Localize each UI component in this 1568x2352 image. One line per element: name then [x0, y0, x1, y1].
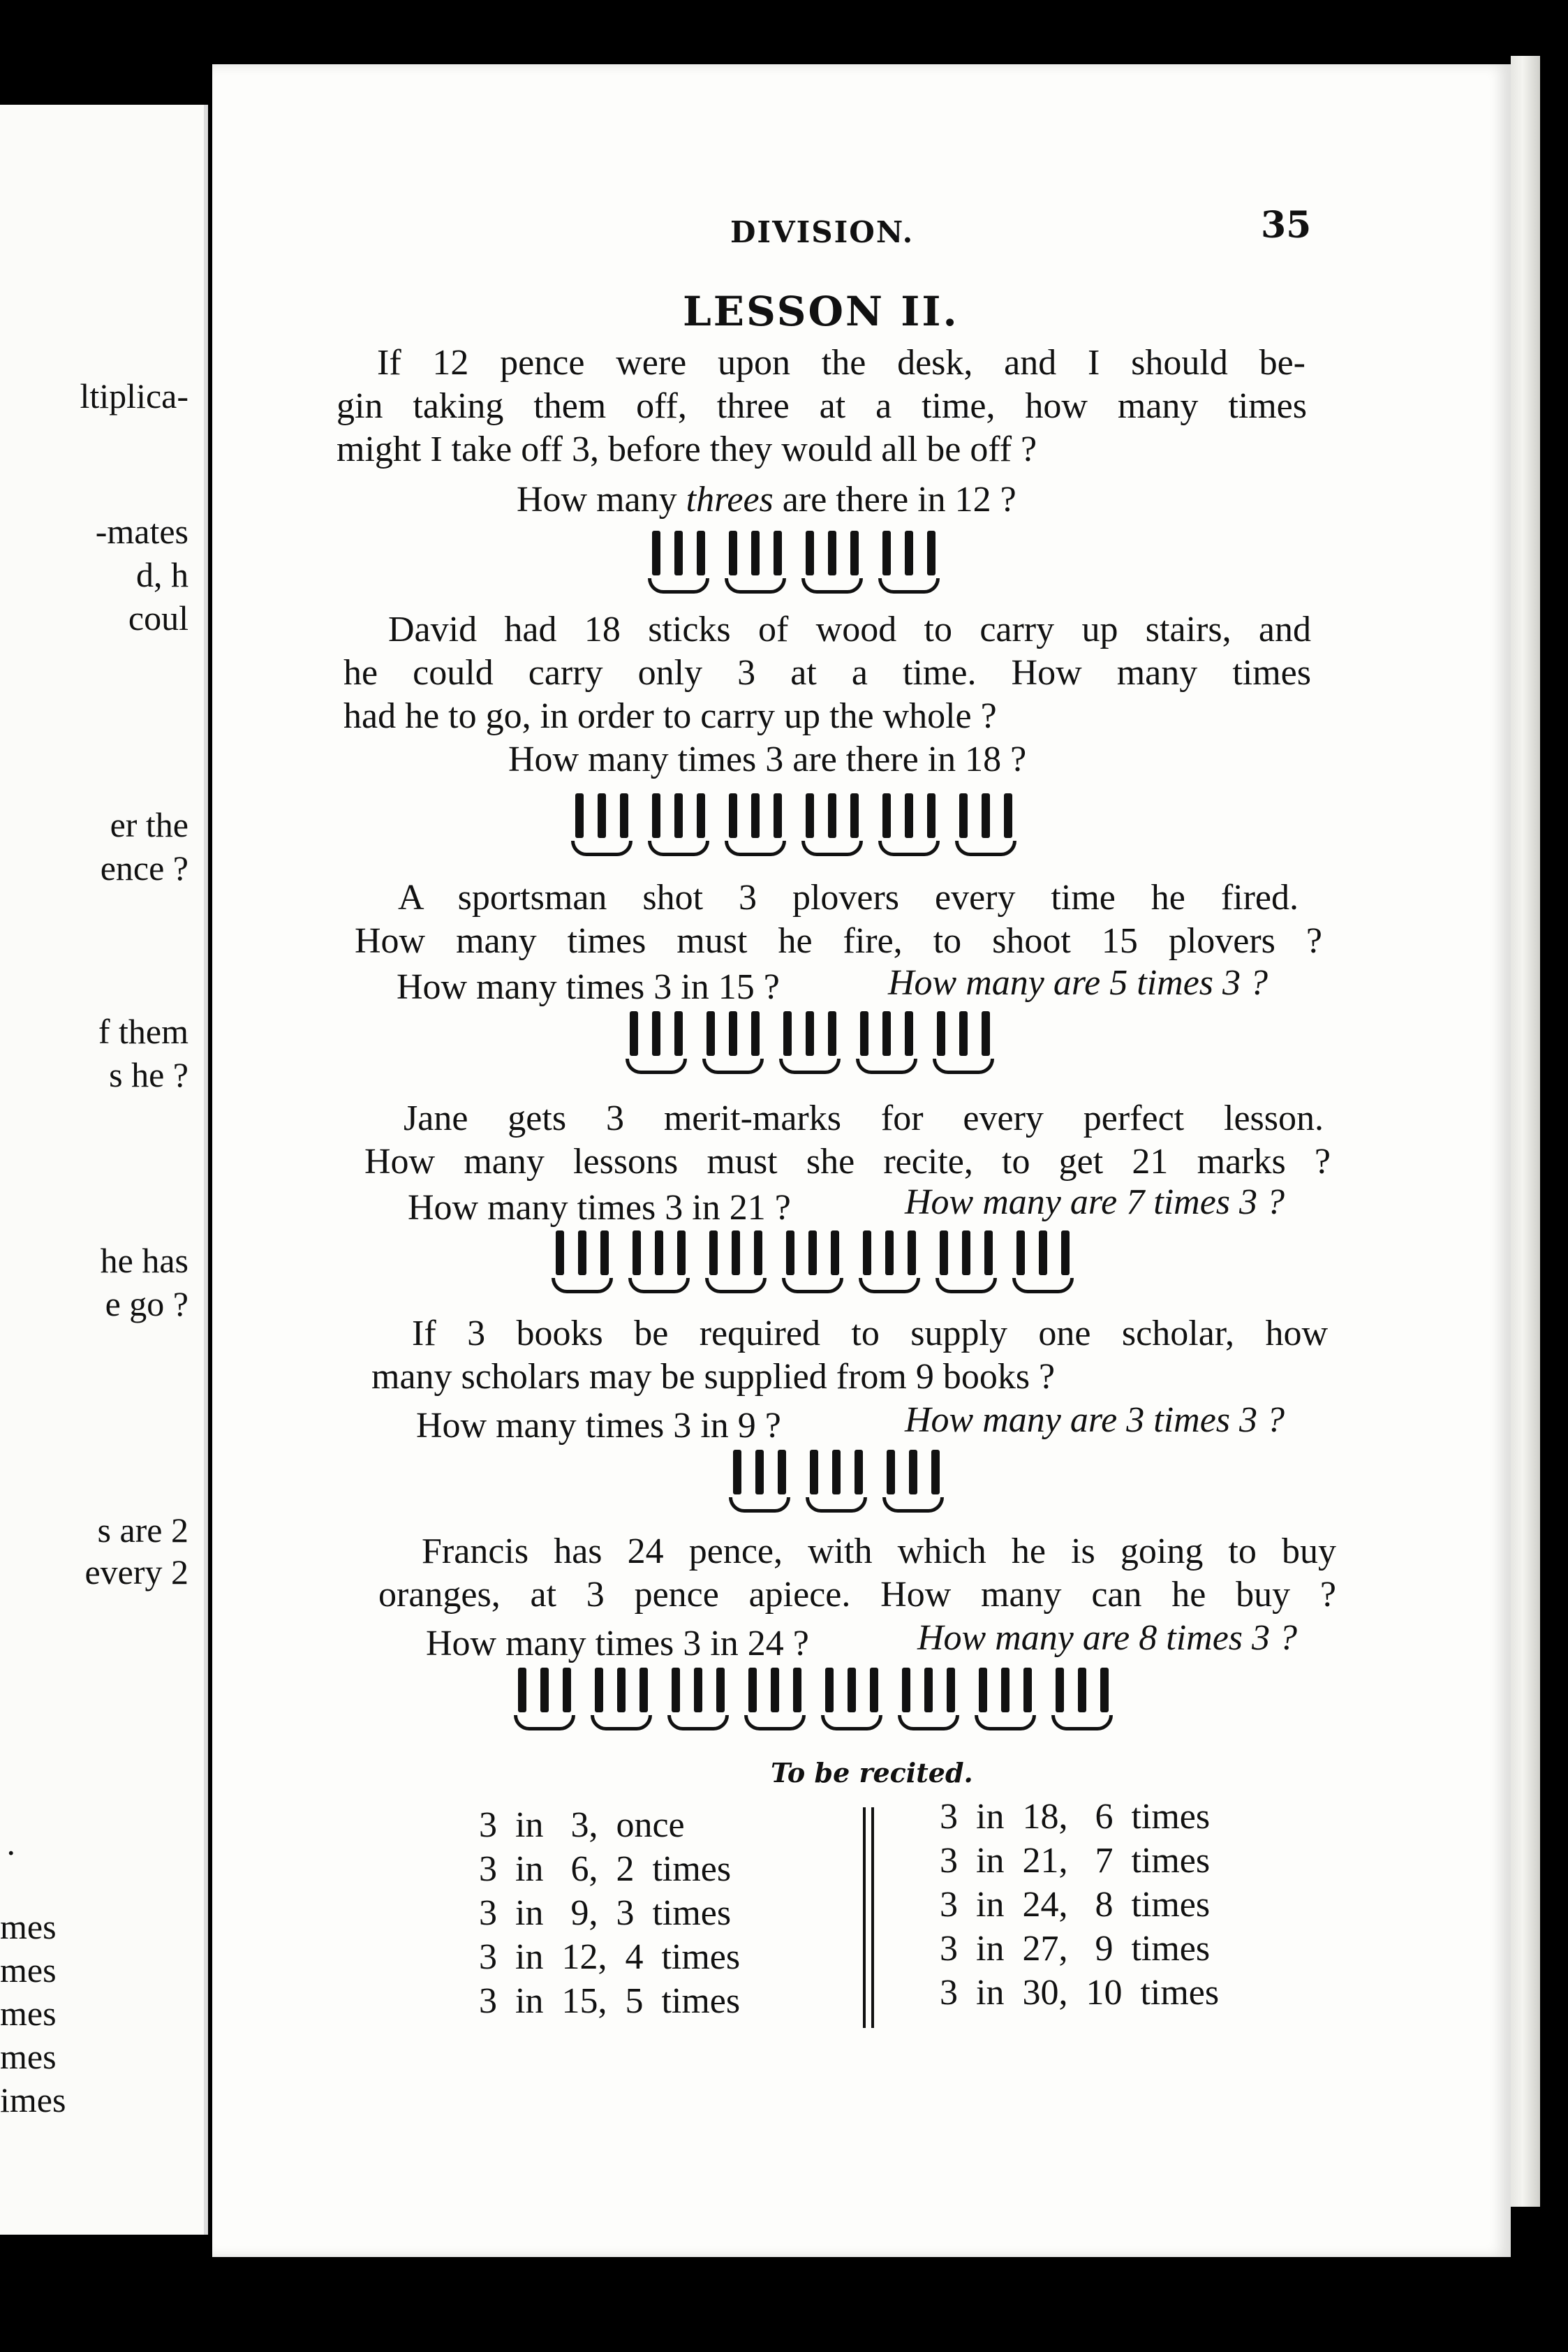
stick	[905, 531, 913, 575]
stick	[1078, 1668, 1086, 1712]
stick-group	[801, 531, 863, 594]
stick	[563, 1668, 571, 1712]
stick	[937, 1011, 945, 1056]
recite-row: 3 in 9, 3 times	[479, 1893, 732, 1933]
stick	[927, 531, 935, 575]
problem-line: might I take off 3, before they would all be off ?	[336, 429, 1037, 469]
group-brace	[628, 1278, 690, 1293]
question: How many times 3 in 15 ?	[397, 967, 780, 1007]
stick	[982, 1011, 990, 1056]
stick	[882, 1011, 891, 1056]
stick	[832, 1450, 841, 1494]
stick-group	[702, 1011, 764, 1074]
stick	[908, 1230, 916, 1275]
stick	[598, 793, 606, 838]
question	[517, 479, 1016, 520]
stick	[652, 1011, 660, 1056]
problem-line: A sportsman shot 3 plovers every time he fired.	[398, 878, 1299, 918]
stick	[848, 1668, 856, 1712]
stick	[905, 1011, 913, 1056]
recite-row: 3 in 6, 2 times	[479, 1849, 732, 1889]
question: How many times 3 in 24 ?	[426, 1624, 809, 1663]
facing-page	[0, 105, 208, 2235]
stick	[962, 1230, 970, 1275]
recite-column-right	[940, 1796, 1219, 2016]
stick-group	[729, 1450, 790, 1513]
recite-row: 3 in 3, once	[479, 1805, 685, 1845]
stick	[751, 1011, 760, 1056]
stick	[774, 531, 782, 575]
stick	[1001, 1668, 1009, 1712]
stick	[810, 1450, 818, 1494]
problem-line: many scholars may be supplied from 9 books ?	[371, 1357, 1056, 1397]
stick	[709, 1230, 718, 1275]
stick-group	[821, 1668, 882, 1730]
group-brace	[552, 1278, 613, 1293]
stick	[633, 1230, 641, 1275]
stick	[1023, 1668, 1032, 1712]
facing-page-text: mes	[0, 1907, 57, 1946]
stick	[751, 793, 760, 838]
group-brace	[975, 1715, 1036, 1730]
stick-group	[667, 1668, 729, 1730]
group-brace	[801, 841, 863, 856]
group-brace	[856, 1059, 917, 1074]
facing-page-text: d, h	[136, 555, 188, 594]
stick	[806, 793, 814, 838]
facing-page-text: coul	[128, 598, 188, 638]
stick	[927, 793, 935, 838]
facing-page-text: s are 2	[97, 1511, 188, 1550]
stick	[774, 793, 782, 838]
stick-group	[626, 1011, 687, 1074]
stick-groups	[626, 1011, 994, 1074]
stick	[556, 1230, 564, 1275]
problem-line: If 12 pence were upon the desk, and I should be-	[377, 343, 1306, 383]
recite-row: 3 in 24, 8 times	[940, 1885, 1211, 1925]
page-number: 35	[1261, 204, 1312, 247]
facing-page-text: imes	[0, 2080, 66, 2119]
question-italic: How many are 8 times 3 ?	[917, 1618, 1298, 1658]
stick	[831, 1230, 839, 1275]
question: How many times 3 in 9 ?	[416, 1406, 781, 1446]
facing-page-text: er the	[110, 805, 188, 844]
stick-group	[705, 1230, 767, 1293]
stick	[806, 1011, 814, 1056]
stick	[1056, 1668, 1064, 1712]
question-italic: How many are 7 times 3 ?	[905, 1182, 1285, 1222]
facing-page-text: s he ?	[109, 1055, 188, 1094]
stick	[707, 1011, 715, 1056]
stick	[674, 1011, 683, 1056]
stick-group	[975, 1668, 1036, 1730]
stick	[887, 1450, 895, 1494]
stick	[828, 531, 836, 575]
stick	[793, 1668, 801, 1712]
group-brace	[648, 841, 709, 856]
stick	[729, 1011, 737, 1056]
stick	[940, 1230, 948, 1275]
group-brace	[571, 841, 633, 856]
stick-group	[744, 1668, 806, 1730]
recite-row: 3 in 21, 7 times	[940, 1841, 1211, 1881]
stick	[1061, 1230, 1070, 1275]
stick	[729, 793, 737, 838]
recite-title: To be recited.	[771, 1757, 973, 1788]
stick-groups	[648, 531, 940, 594]
facing-page-text: .	[6, 1823, 15, 1862]
stick	[947, 1668, 955, 1712]
stick	[1039, 1230, 1047, 1275]
group-brace	[514, 1715, 575, 1730]
group-brace	[801, 578, 863, 594]
stick	[620, 793, 628, 838]
problem-line: Jane gets 3 merit-marks for every perfect lesson.	[404, 1098, 1324, 1138]
stick	[729, 531, 737, 575]
stick	[882, 793, 891, 838]
stick-group	[1051, 1668, 1113, 1730]
stick	[1004, 793, 1012, 838]
group-brace	[878, 841, 940, 856]
facing-page-text: mes	[0, 1994, 57, 2033]
stick-groups	[552, 1230, 1074, 1293]
stick-group	[725, 793, 786, 856]
stick	[984, 1230, 993, 1275]
stick-group	[1012, 1230, 1074, 1293]
stick	[754, 1230, 762, 1275]
stick-group	[628, 1230, 690, 1293]
facing-page-text: -mates	[95, 512, 188, 551]
stick	[595, 1668, 603, 1712]
stick	[959, 1011, 968, 1056]
group-brace	[648, 578, 709, 594]
question: How many times 3 are there in 18 ?	[508, 740, 1027, 779]
problem-line: gin taking them off, three at a time, how many times	[336, 386, 1307, 426]
stick-group	[648, 531, 709, 594]
stick	[979, 1668, 987, 1712]
stick-group	[571, 793, 633, 856]
stick-group	[878, 793, 940, 856]
stick	[674, 531, 683, 575]
stick-groups	[571, 793, 1016, 856]
group-brace	[1051, 1715, 1113, 1730]
group-brace	[882, 1497, 944, 1513]
problem-line: If 3 books be required to supply one scholar, how	[412, 1314, 1328, 1353]
stick	[850, 793, 859, 838]
facing-page-text: he has	[100, 1241, 188, 1280]
stick-group	[552, 1230, 613, 1293]
question-italic: How many are 3 times 3 ?	[905, 1400, 1285, 1440]
stick	[860, 1011, 868, 1056]
stick	[786, 1230, 794, 1275]
stick	[931, 1450, 940, 1494]
problem-line: had he to go, in order to carry up the whole ?	[343, 696, 997, 736]
facing-page-text: mes	[0, 1950, 57, 1990]
stick	[885, 1230, 894, 1275]
stick-group	[878, 531, 940, 594]
stick	[630, 1011, 638, 1056]
group-brace	[933, 1059, 994, 1074]
problem-line: Francis has 24 pence, with which he is going to buy	[422, 1531, 1336, 1571]
stick	[655, 1230, 663, 1275]
stick-group	[955, 793, 1016, 856]
stick-groups	[514, 1668, 1113, 1730]
stick-group	[591, 1668, 652, 1730]
problem-line: oranges, at 3 pence apiece. How many can he buy ?	[378, 1575, 1336, 1615]
group-brace	[859, 1278, 920, 1293]
problem-line: he could carry only 3 at a time. How many times	[343, 653, 1311, 693]
group-brace	[955, 841, 1016, 856]
group-brace	[725, 841, 786, 856]
stick	[1100, 1668, 1109, 1712]
facing-page-text: e go ?	[105, 1284, 188, 1323]
group-brace	[1012, 1278, 1074, 1293]
stick	[905, 793, 913, 838]
group-brace	[806, 1497, 867, 1513]
stick	[652, 793, 660, 838]
group-brace	[821, 1715, 882, 1730]
problem-line: How many lessons must she recite, to get 21 marks ?	[364, 1142, 1331, 1182]
stick-group	[898, 1668, 959, 1730]
problem-line: How many times must he fire, to shoot 15 plovers ?	[355, 921, 1322, 961]
question-italic: threes	[686, 480, 774, 520]
facing-page-text: ltiplica-	[80, 376, 188, 416]
stick	[850, 531, 859, 575]
group-brace	[744, 1715, 806, 1730]
stick	[828, 793, 836, 838]
stick-group	[806, 1450, 867, 1513]
question-text: are there in 12 ?	[773, 480, 1016, 520]
stick-group	[782, 1230, 843, 1293]
question-italic: How many are 5 times 3 ?	[888, 963, 1269, 1003]
stick	[672, 1668, 680, 1712]
stick	[694, 1668, 702, 1712]
recite-column-left	[479, 1805, 740, 2024]
stick	[697, 793, 705, 838]
stick-group	[648, 793, 709, 856]
stick	[1016, 1230, 1025, 1275]
stick-group	[933, 1011, 994, 1074]
stick	[806, 531, 814, 575]
facing-page-text: every 2	[84, 1552, 188, 1592]
stick-group	[935, 1230, 997, 1293]
page-edge	[1511, 56, 1540, 2207]
stick	[778, 1450, 786, 1494]
stick	[540, 1668, 549, 1712]
recite-row: 3 in 18, 6 times	[940, 1797, 1211, 1837]
recite-row: 3 in 15, 5 times	[479, 1981, 741, 2021]
stick-group	[725, 531, 786, 594]
stick-group	[882, 1450, 944, 1513]
group-brace	[878, 578, 940, 594]
stick-group	[514, 1668, 575, 1730]
stick	[902, 1668, 910, 1712]
question-text: How many	[517, 480, 686, 520]
stick-group	[801, 793, 863, 856]
stick	[600, 1230, 609, 1275]
stick-group	[779, 1011, 841, 1074]
stick	[639, 1668, 648, 1712]
recite-row: 3 in 30, 10 times	[940, 1973, 1220, 2013]
stick	[771, 1668, 779, 1712]
stick	[855, 1450, 863, 1494]
group-brace	[725, 578, 786, 594]
group-brace	[702, 1059, 764, 1074]
stick	[882, 531, 891, 575]
stick	[825, 1668, 834, 1712]
problem-line: David had 18 sticks of wood to carry up stairs, and	[388, 610, 1311, 649]
stick	[732, 1230, 740, 1275]
column-divider	[863, 1807, 874, 2028]
group-brace	[729, 1497, 790, 1513]
group-brace	[626, 1059, 687, 1074]
stick	[808, 1230, 817, 1275]
stick	[674, 793, 683, 838]
stick	[575, 793, 584, 838]
stick	[863, 1230, 871, 1275]
recite-row: 3 in 12, 4 times	[479, 1937, 741, 1977]
stick	[697, 531, 705, 575]
stick	[783, 1011, 792, 1056]
group-brace	[779, 1059, 841, 1074]
group-brace	[898, 1715, 959, 1730]
stick	[733, 1450, 741, 1494]
stick	[870, 1668, 878, 1712]
stick	[518, 1668, 526, 1712]
stick	[982, 793, 990, 838]
group-brace	[591, 1715, 652, 1730]
group-brace	[667, 1715, 729, 1730]
stick	[959, 793, 968, 838]
lesson-title: LESSON II.	[683, 288, 959, 335]
facing-page-text: f them	[98, 1012, 188, 1051]
stick	[828, 1011, 836, 1056]
stick	[751, 531, 760, 575]
stick	[677, 1230, 686, 1275]
stick-groups	[729, 1450, 944, 1513]
stick	[716, 1668, 725, 1712]
recite-row: 3 in 27, 9 times	[940, 1929, 1211, 1969]
stick	[909, 1450, 917, 1494]
group-brace	[935, 1278, 997, 1293]
facing-page-text: ence ?	[100, 848, 188, 888]
stick	[652, 531, 660, 575]
stick-group	[856, 1011, 917, 1074]
stick	[617, 1668, 626, 1712]
stick	[755, 1450, 764, 1494]
stick	[924, 1668, 933, 1712]
group-brace	[782, 1278, 843, 1293]
question: How many times 3 in 21 ?	[408, 1188, 791, 1228]
running-head: DIVISION.	[730, 215, 915, 249]
stick-group	[859, 1230, 920, 1293]
stick	[578, 1230, 586, 1275]
stick	[748, 1668, 757, 1712]
facing-page-text: mes	[0, 2037, 57, 2076]
group-brace	[705, 1278, 767, 1293]
